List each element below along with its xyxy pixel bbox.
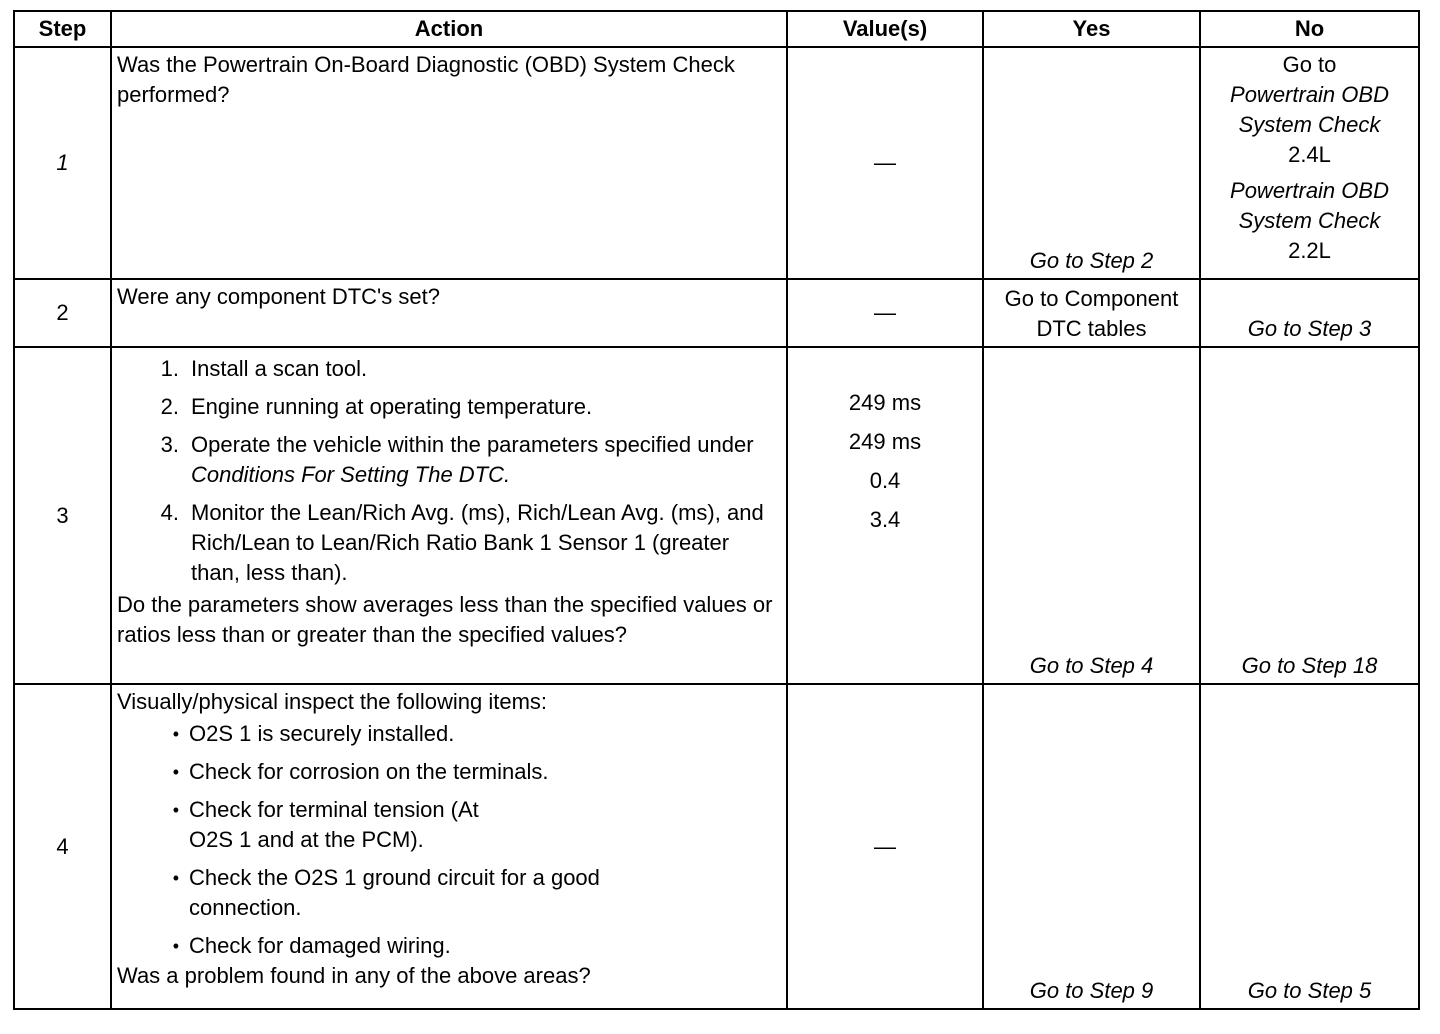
table-row (14, 279, 1419, 347)
yes-link[interactable]: Go to Component DTC tables (983, 279, 1200, 347)
yes-link[interactable]: Go to Step 4 (983, 347, 1200, 684)
item-text: Check for damaged wiring. (189, 933, 451, 958)
header-step: Step (14, 11, 111, 47)
item-number: 3. (160, 432, 179, 457)
step-number: 3 (14, 347, 111, 684)
action-cell (111, 684, 787, 1009)
inspection-list (117, 719, 780, 961)
table-row (14, 347, 1419, 684)
value-item: 249 ms (848, 428, 922, 454)
list-item: • Check for terminal tension (At O2S 1 and at the PCM). (117, 795, 780, 855)
header-row (14, 11, 1419, 47)
no-link[interactable]: Go to Step 3 (1200, 279, 1419, 347)
item-number: 2. (160, 394, 179, 419)
value-item: 3.4 (869, 506, 901, 532)
step-number: 2 (14, 279, 111, 347)
value-item: 0.4 (869, 467, 901, 493)
value-cell: — (787, 47, 983, 279)
header-yes: Yes (983, 11, 1200, 47)
item-text: Engine running at operating temperature. (191, 394, 593, 419)
header-no: No (1200, 11, 1419, 47)
list-item: • Check for corrosion on the terminals. (117, 757, 780, 787)
no-ref-group-1[interactable] (1201, 80, 1418, 170)
no-ref-group-2[interactable] (1201, 176, 1418, 266)
no-ref-engine: 2.2L (1288, 238, 1331, 263)
diagnostic-table (13, 10, 1420, 1010)
list-item: • O2S 1 is securely installed. (117, 719, 780, 749)
item-number: 1. (160, 356, 179, 381)
item-text-wrap (191, 430, 780, 490)
list-item (117, 354, 780, 384)
no-ref-link[interactable]: Powertrain OBD System Check (1230, 82, 1389, 137)
item-text: Check for terminal tension (At O2S 1 and at the PCM). (189, 797, 479, 852)
question-text: Do the parameters show averages less than the specified values or ratios less than or greater than the specified values? (117, 592, 773, 647)
item-number: 4. (160, 500, 179, 525)
action-cell (111, 347, 787, 684)
list-item (117, 392, 780, 422)
list-item (117, 430, 780, 490)
intro-text: Visually/physical inspect the following items: (117, 689, 548, 714)
item-text: O2S 1 is securely installed. (189, 721, 455, 746)
table-row (14, 47, 1419, 279)
question-text: Was a problem found in any of the above areas? (117, 963, 591, 988)
item-text: Install a scan tool. (191, 356, 368, 381)
no-ref-engine: 2.4L (1288, 142, 1331, 167)
no-link[interactable]: Go to Step 18 (1200, 347, 1419, 684)
value-item: 249 ms (848, 389, 922, 415)
yes-link[interactable]: Go to Step 9 (983, 684, 1200, 1009)
values-cell (787, 347, 983, 684)
table-row (14, 684, 1419, 1009)
no-cell (1200, 47, 1419, 279)
item-text: Check the O2S 1 ground circuit for a good connection. (189, 865, 600, 920)
list-item: • Check for damaged wiring. (117, 931, 780, 961)
no-link[interactable]: Go to Step 5 (1200, 684, 1419, 1009)
item-text: Operate the vehicle within the parameters specified under (191, 432, 754, 457)
conditions-reference: Conditions For Setting The DTC. (191, 462, 511, 487)
header-values: Value(s) (787, 11, 983, 47)
action-text: Were any component DTC's set? (111, 279, 787, 347)
no-ref-link[interactable]: Powertrain OBD System Check (1230, 178, 1389, 233)
value-cell: — (787, 279, 983, 347)
step-number: 1 (14, 47, 111, 279)
no-go-to: Go to (1282, 52, 1337, 77)
item-text: Monitor the Lean/Rich Avg. (ms), Rich/Lean Avg. (ms), and Rich/Lean to Lean/Rich Ratio Bank 1 Sensor 1 (greater than, less than). (191, 500, 764, 585)
list-item: • Check the O2S 1 ground circuit for a good connection. (117, 863, 780, 923)
item-text: Check for corrosion on the terminals. (189, 759, 549, 784)
yes-link[interactable]: Go to Step 2 (983, 47, 1200, 279)
header-action: Action (111, 11, 787, 47)
action-text: Was the Powertrain On-Board Diagnostic (OBD) System Check performed? (111, 47, 787, 279)
value-cell: — (787, 684, 983, 1009)
step-number: 4 (14, 684, 111, 1009)
procedure-list (117, 354, 780, 588)
list-item (117, 498, 780, 588)
